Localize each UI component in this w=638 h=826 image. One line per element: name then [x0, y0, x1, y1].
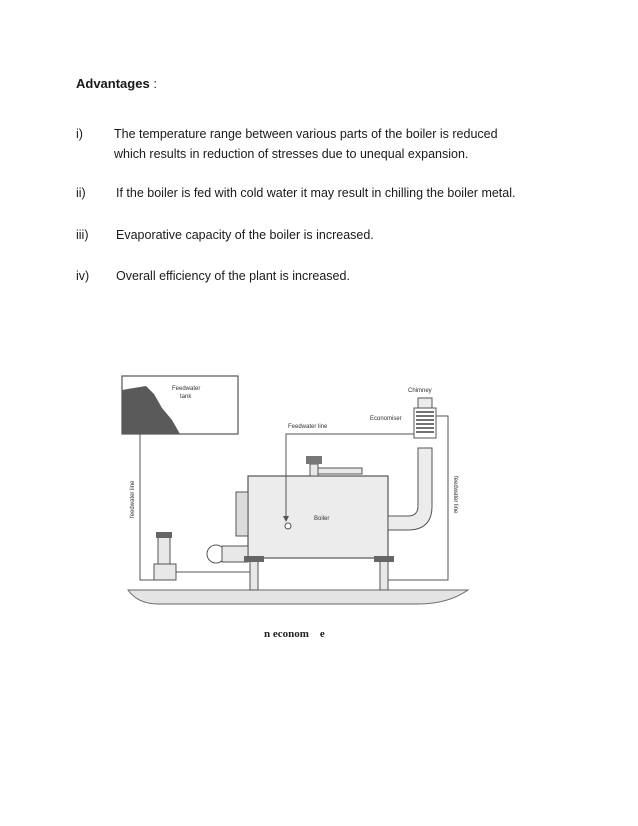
figure-caption: n econom e — [264, 628, 325, 640]
boiler-door — [236, 492, 248, 536]
feedline-left-label: feedwater line — [130, 480, 136, 518]
chimney-label: Chimney — [408, 388, 432, 394]
support-cap-left — [244, 556, 264, 562]
boiler-support-left — [250, 558, 258, 590]
valve-wheel — [306, 456, 322, 464]
item-text — [114, 124, 498, 164]
advantages-heading — [76, 76, 157, 91]
feedline-right-label: feedwater line — [452, 476, 458, 514]
flue-duct — [388, 448, 432, 530]
item-line: Overall efficiency of the plant is increased. — [116, 269, 350, 283]
item-number: iv) — [76, 269, 90, 283]
item-number: i) — [76, 127, 83, 141]
pump — [158, 536, 170, 564]
chimney — [418, 398, 432, 408]
heading-suffix: : — [149, 76, 157, 91]
feedline-label: Feedwater line — [288, 424, 328, 430]
support-cap-right — [374, 556, 394, 562]
tank-label: Feedwater — [172, 386, 201, 392]
economiser-diagram — [118, 368, 478, 618]
boiler-inlet — [285, 523, 291, 529]
pump-motor-cap — [156, 532, 172, 538]
item-line: The temperature range between various parts of the boiler is reduced — [114, 127, 498, 141]
item-number: iii) — [76, 228, 89, 242]
pump-base — [154, 564, 176, 580]
item-line: If the boiler is fed with cold water it may result in chilling the boiler metal. — [116, 186, 516, 200]
steam-valve — [310, 464, 318, 476]
item-line: Evaporative capacity of the boiler is increased. — [116, 228, 374, 242]
item-line: which results in reduction of stresses due to unequal expansion. — [114, 147, 469, 161]
heading-label: Advantages — [76, 76, 150, 91]
economiser-label: Economiser — [370, 416, 402, 422]
boiler-label: Boiler — [314, 516, 330, 522]
item-number: ii) — [76, 186, 86, 200]
ground-slab — [128, 590, 468, 604]
tank-label-2: tank — [180, 394, 192, 400]
steam-pipe — [318, 468, 362, 474]
boiler-support-right — [380, 558, 388, 590]
